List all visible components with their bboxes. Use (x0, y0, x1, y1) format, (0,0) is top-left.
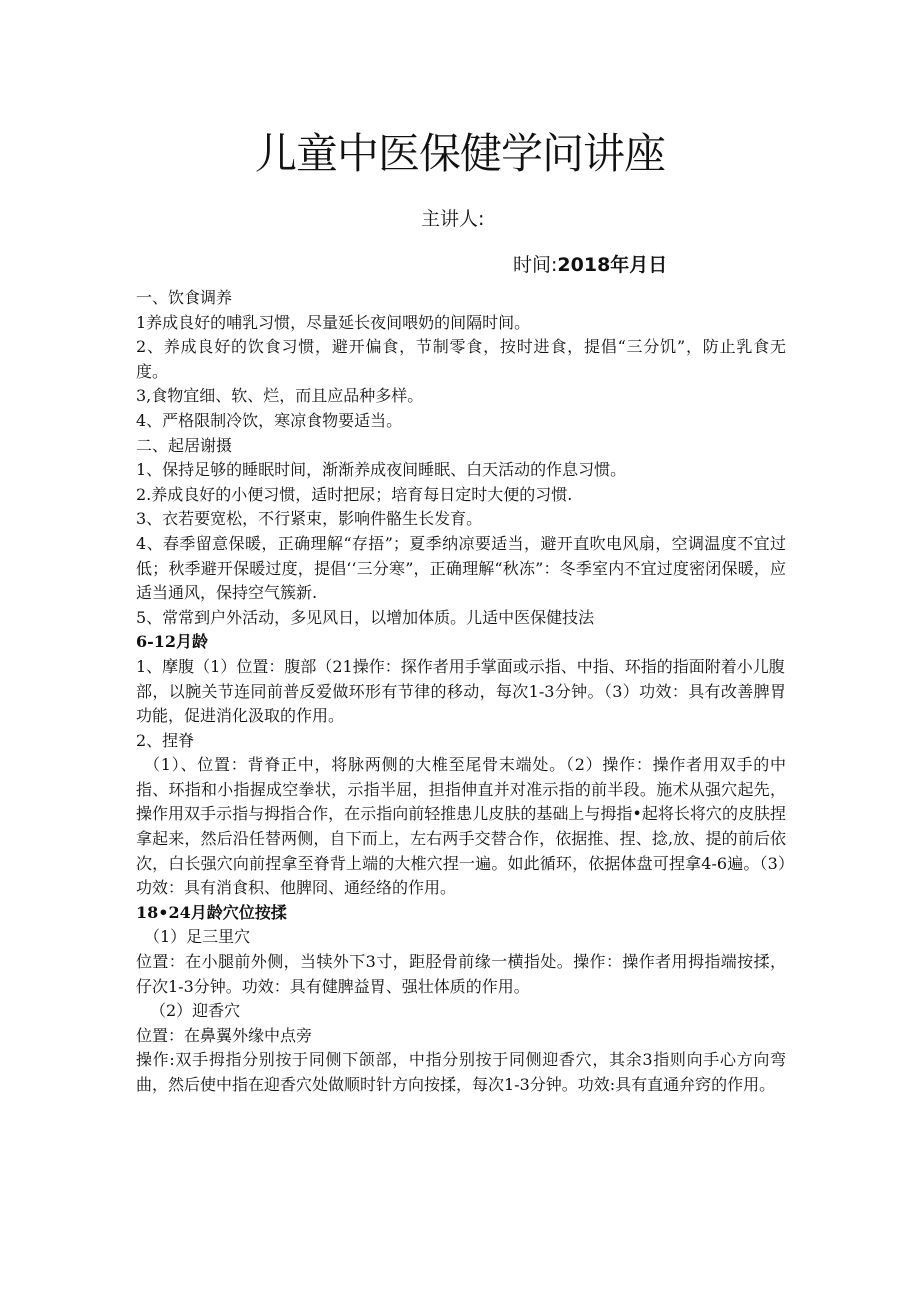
diet-item-3: 3,食物宜细、软、烂，而且应品种多样。 (136, 386, 424, 406)
spine-pinching-heading: 2、捏脊 (136, 730, 195, 750)
zusanli-body: 位置：在小腿前外侧，当犊外下3寸，距胫骨前缘一横指处。操作：操作者用拇指端按揉，仔次1-3分钟。功效：具有健脾益胃、强壮体质的作用。 (136, 952, 786, 996)
age-heading-18-24: 18•24月龄穴位按揉 (136, 902, 287, 922)
diet-item-1: 1养成良好的哺乳习惯，尽量延长夜间喂奶的间隔时间。 (136, 312, 531, 332)
life-item-5: 5、常常到户外活动，多见风日，以增加体质。儿适中医保健技法 (136, 607, 595, 627)
spine-pinching-body: （1）、位置：背脊正中，将脉两侧的大椎至尾骨末端处。（2）操作：操作者用双手的中指、环指和小指握成空拳状，示指半屈，担指伸直并对准示指的前半段。施术从强穴起先，操作用双手示指与拇指合作，在示指向前轻推患儿皮肤的基础上与拇指•起将长将穴的皮肤捏拿起来，然后沿任替两侧，自下而上，左右两手交替合作，依据推、捏、捻,放、提的前后依次，白长强穴向前捏拿至脊背上端的大椎穴捏一遍。如此循环，依据体盘可捏拿4-6遍。（3）功效：具有消食积、他脾冏、通经络的作用。 (136, 755, 786, 898)
massage-abdomen-part1: 1、摩腹（1）位置：腹部（21操作：探作者用手掌面或示指、中指、环指的指面附着小儿腹 (136, 656, 785, 676)
document-body (136, 286, 786, 1098)
life-item-2: 2.养成良好的小便习惯，适时把尿；培育每日定时大便的习惯. (136, 484, 573, 504)
zusanli-heading: （1）足三里穴 (144, 927, 251, 947)
life-item-3: 3、衣若要宽松，不行紧束，影响件骼生长发育。 (136, 509, 483, 529)
date-label: 时间: (513, 254, 558, 276)
page-title: 儿童中医保健学问讲座 (254, 129, 665, 178)
diet-item-4: 4、严格限制冷饮，寒凉食物要适当。 (136, 410, 403, 430)
date-value: 2018年月日 (557, 254, 668, 276)
life-item-1: 1、保持足够的睡眠时间，渐渐养成夜间睡眠、白天活动的作息习惯。 (136, 460, 627, 480)
section-heading-diet: 一、饮食调养 (136, 288, 233, 307)
section-heading-daily-life: 二、起居谢摄 (136, 435, 233, 455)
yingxiang-operation: 操作:双手拇指分别按于同侧下颌部，中指分别按于同侧迎香穴，其余3指则向手心方向弯曲，然后使中指在迎香穴处做顺时针方向按揉，每次1-3分钟。功效:具有直通弁窍的作用。 (136, 1050, 786, 1094)
life-item-4: 4、春季留意保暖，正确理解“存捂”；夏季纳凉要适当，避开直吹电风扇，空调温度不宜过低；秋季避开保暖过度，提倡‘‘三分寒”，正确理解“秋冻”：冬季室内不宜过度密闭保暖，应适当通风，保持空气簇新. (136, 533, 786, 603)
date-line (513, 251, 667, 279)
diet-item-2: 2、养成良好的饮食习惯，避开偏食，节制零食，按时进食，提倡“三分饥”，防止乳食无度。 (136, 337, 786, 381)
yingxiang-heading: （2）迎香穴 (150, 1001, 241, 1021)
speaker-label: 主讲人: (421, 208, 485, 230)
age-heading-6-12: 6-12月龄 (136, 632, 209, 652)
yingxiang-position: 位置：在鼻翼外缘中点旁 (136, 1025, 313, 1045)
massage-abdomen-part2: 部，以腕关节连同前普反爱做环形有节律的移动，每次1-3分钟。（3）功效：具有改善脾胃功能，促进消化汲取的作用。 (136, 681, 786, 726)
